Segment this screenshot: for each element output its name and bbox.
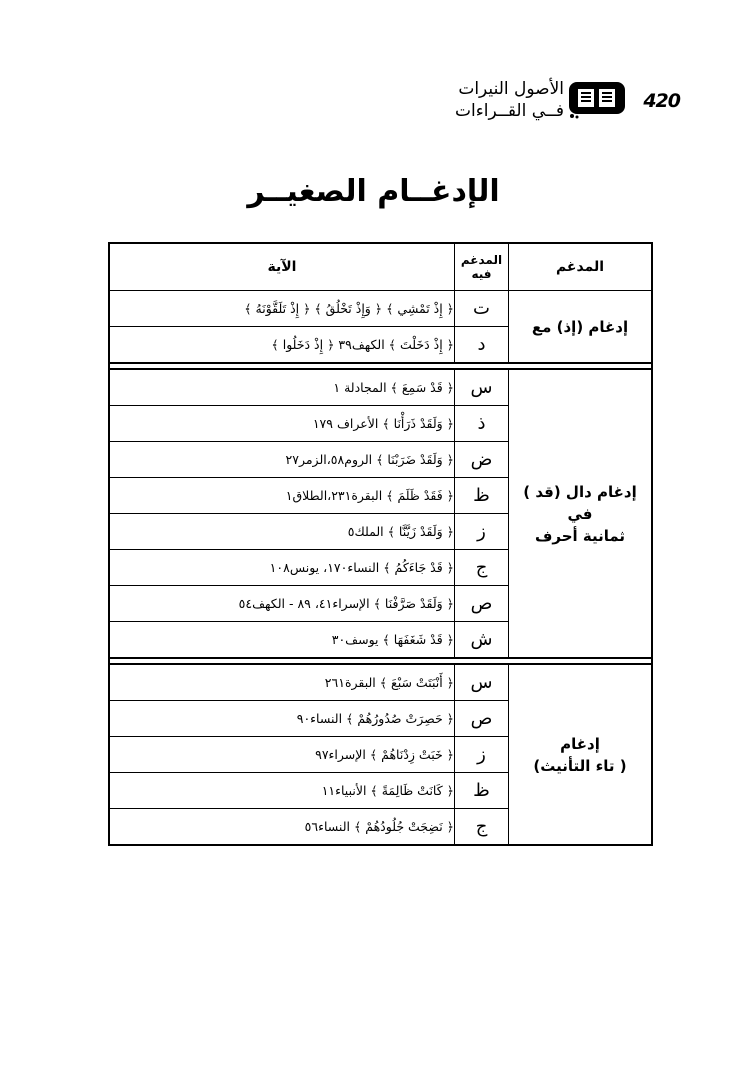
- mudgham-fih-letter: ض: [455, 442, 509, 478]
- verse-cell: ﴿ قَدْ جَاءَكُمُ ﴾ النساء١٧٠، يونس١٠٨: [109, 550, 455, 586]
- verse-cell: ﴿ نَضِجَتْ جُلُودُهُمْ ﴾ النساء٥٦: [109, 809, 455, 846]
- mudgham-fih-letter: ش: [455, 622, 509, 659]
- header-aya: الآية: [109, 243, 455, 291]
- table-body: [109, 291, 652, 846]
- verse-cell: ﴿ حَصِرَتْ صُدُورُهُمْ ﴾ النساء٩٠: [109, 701, 455, 737]
- mudgham-fih-letter: ج: [455, 809, 509, 846]
- mudgham-fih-letter: ت: [455, 291, 509, 327]
- book-title-line2: فــي القــراءات: [455, 101, 564, 121]
- mudgham-fih-letter: ظ: [455, 478, 509, 514]
- mudgham-fih-letter: س: [455, 369, 509, 406]
- header-mudgham: المدغم: [509, 243, 653, 291]
- rule-label: إدغام دال (قد ) في: [523, 482, 637, 523]
- verse-cell: ﴿ قَدْ شَغَفَهَا ﴾ يوسف٣٠: [109, 622, 455, 659]
- table-row: [109, 291, 652, 327]
- mudgham-fih-letter: س: [455, 664, 509, 701]
- mudgham-fih-letter: ذ: [455, 406, 509, 442]
- mudgham-fih-letter: ص: [455, 586, 509, 622]
- book-logo-icon: [566, 80, 628, 120]
- page-number: 420: [643, 90, 680, 112]
- verse-cell: ﴿ قَدْ سَمِعَ ﴾ المجادلة ١: [109, 369, 455, 406]
- verse-cell: ﴿ كَانَتْ ظَالِمَةً ﴾ الأنبياء١١: [109, 773, 455, 809]
- page-heading: الإدغــام الصغيــر: [247, 174, 500, 209]
- verse-cell: ﴿ وَلَقَدْ ضَرَبْنَا ﴾ الروم٥٨،الزمر٢٧: [109, 442, 455, 478]
- mudgham-fih-letter: ص: [455, 701, 509, 737]
- verse-cell: ﴿ وَلَقَدْ صَرَّفْنَا ﴾ الإسراء٤١، ٨٩ - الكهف٥٤: [109, 586, 455, 622]
- verse-cell: ﴿ وَلَقَدْ ذَرَأْنَا ﴾ الأعراف ١٧٩: [109, 406, 455, 442]
- mudgham-fih-letter: ظ: [455, 773, 509, 809]
- idgham-table: [108, 242, 653, 846]
- header-mudgham-fih: المدغم فيه: [455, 243, 509, 291]
- table-header-row: [109, 243, 652, 291]
- table-row: [109, 664, 652, 701]
- rule-cell: [509, 664, 653, 845]
- rule-cell: [509, 369, 653, 658]
- verse-cell: ﴿ وَلَقَدْ زَيَّنَّا ﴾ الملك٥: [109, 514, 455, 550]
- rule-cell: [509, 291, 653, 364]
- rule-label: ( تاء التأنيث): [533, 756, 627, 775]
- verse-cell: ﴿ إِذْ دَخَلْتَ ﴾ الكهف٣٩ ﴿ إِذْ دَخَلُوا ﴾: [109, 327, 455, 364]
- rule-label: ثمانية أحرف: [534, 526, 626, 545]
- rule-label: إدغام: [560, 734, 600, 753]
- page-header: [440, 72, 680, 132]
- verse-cell: ﴿ خَبَتْ زِدْنَاهُمْ ﴾ الإسراء٩٧: [109, 737, 455, 773]
- book-title: [440, 78, 564, 122]
- book-title-line1: الأصول النيرات: [458, 79, 564, 99]
- mudgham-fih-letter: ز: [455, 737, 509, 773]
- rule-label: إدغام (إذ) مع: [531, 317, 629, 336]
- mudgham-fih-letter: د: [455, 327, 509, 364]
- mudgham-fih-letter: ج: [455, 550, 509, 586]
- verse-cell: ﴿ إِذْ تَمْشِي ﴾ ﴿ وَإِذْ تَخْلُقُ ﴾ ﴿ إِذْ تَلَقَّوْنَهُ ﴾: [109, 291, 455, 327]
- mudgham-fih-letter: ز: [455, 514, 509, 550]
- table-row: [109, 369, 652, 406]
- verse-cell: ﴿ فَقَدْ ظَلَمَ ﴾ البقرة٢٣١،الطلاق١: [109, 478, 455, 514]
- verse-cell: ﴿ أَنْبَتَتْ سَبْعَ ﴾ البقرة٢٦١: [109, 664, 455, 701]
